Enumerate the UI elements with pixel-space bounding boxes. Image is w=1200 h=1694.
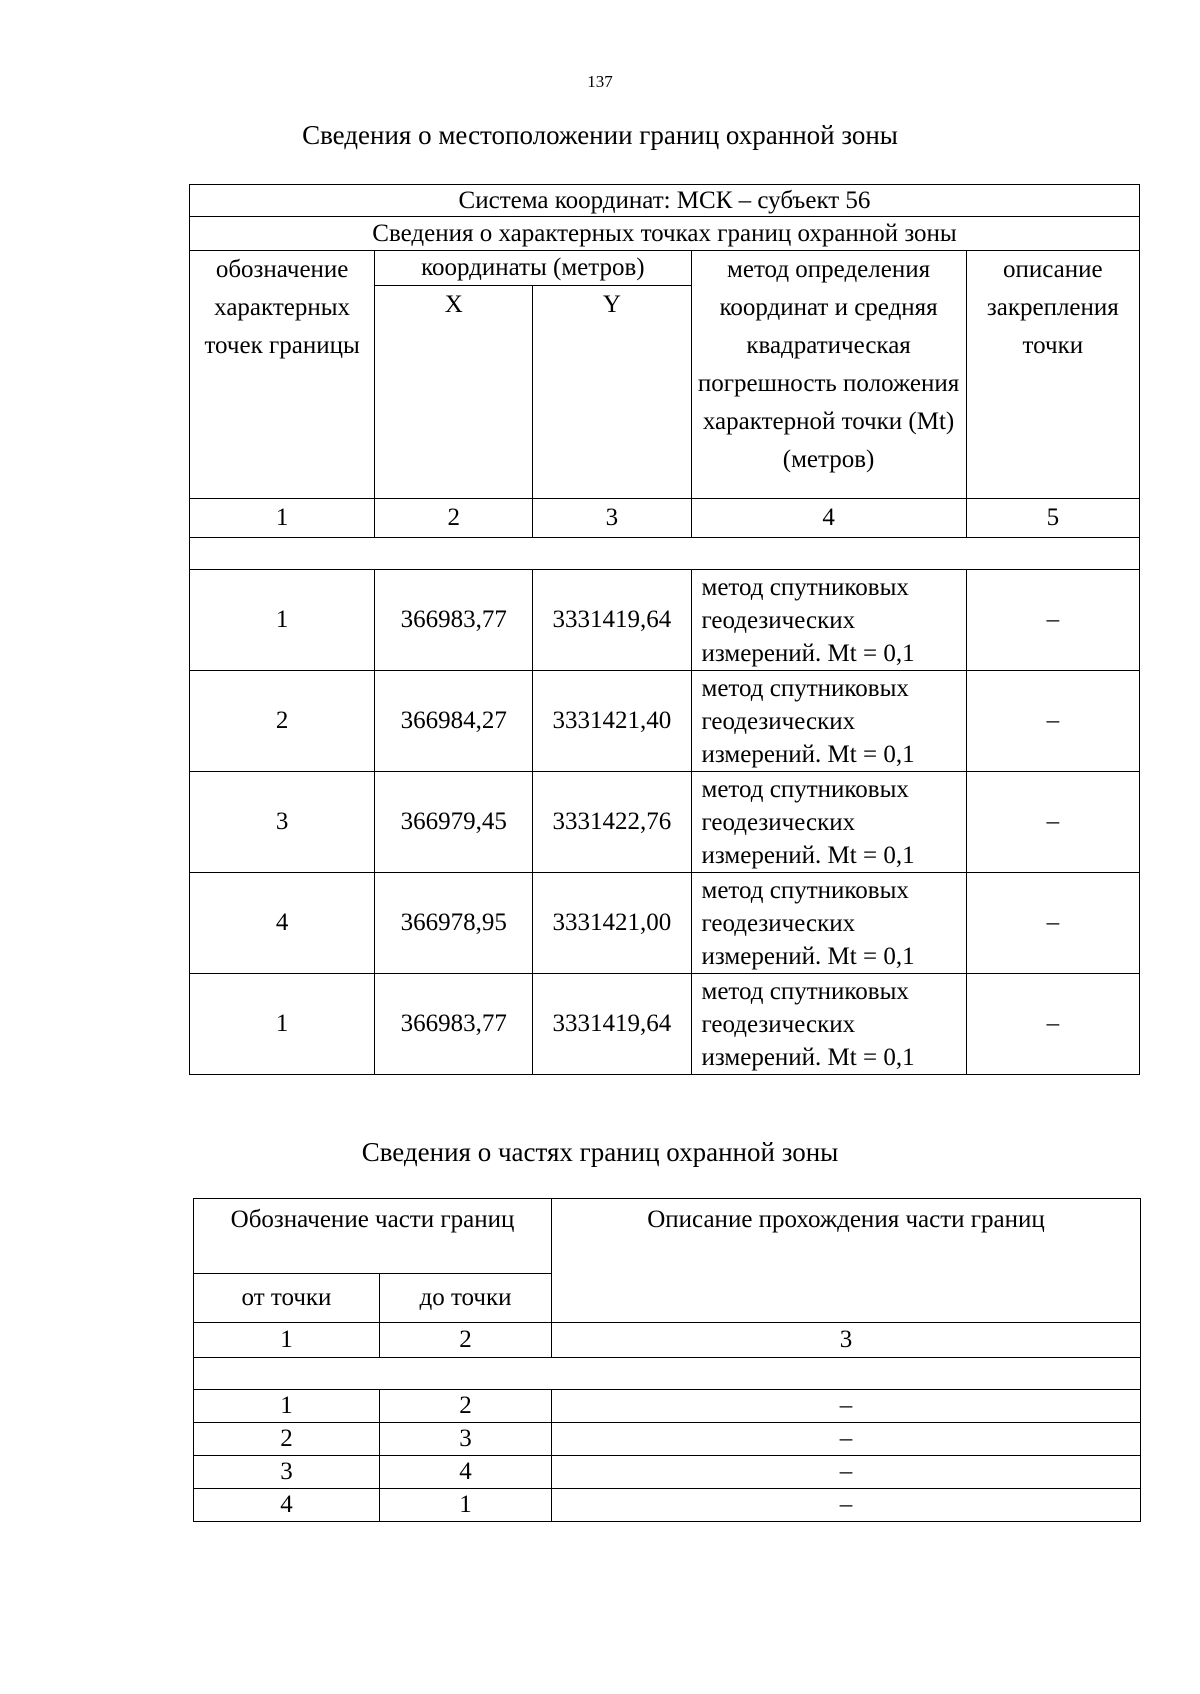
empty-row <box>194 1358 1141 1390</box>
point-cell: 4 <box>190 873 375 974</box>
points-table <box>189 184 1140 1075</box>
header-y: Y <box>533 286 691 499</box>
page-title: Сведения о местоположении границ охранной зоны <box>302 120 898 150</box>
parts-table <box>193 1198 1141 1522</box>
header-designation: обозначение характерных точек границы <box>190 251 375 499</box>
description-cell: – <box>966 570 1139 671</box>
index-cell: 1 <box>190 499 375 538</box>
header-x: X <box>375 286 533 499</box>
table-row <box>190 873 1140 974</box>
coord-system-cell: Система координат: МСК – субъект 56 <box>190 185 1140 217</box>
table-row <box>194 1456 1141 1489</box>
x-cell: 366983,77 <box>375 570 533 671</box>
index-cell: 3 <box>552 1323 1141 1358</box>
header-coordinates: координаты (метров) <box>375 251 691 286</box>
y-cell: 3331419,64 <box>533 570 691 671</box>
header-to: до точки <box>380 1274 552 1323</box>
description-cell: – <box>552 1423 1141 1456</box>
x-cell: 366979,45 <box>375 772 533 873</box>
y-cell: 3331419,64 <box>533 974 691 1075</box>
header-description: Описание прохождения части границ <box>552 1199 1141 1323</box>
from-cell: 3 <box>194 1456 380 1489</box>
index-cell: 4 <box>691 499 966 538</box>
x-cell: 366984,27 <box>375 671 533 772</box>
from-cell: 4 <box>194 1489 380 1522</box>
to-cell: 2 <box>380 1390 552 1423</box>
y-cell: 3331421,00 <box>533 873 691 974</box>
description-cell: – <box>966 974 1139 1075</box>
to-cell: 1 <box>380 1489 552 1522</box>
table-row <box>190 671 1140 772</box>
index-cell: 2 <box>380 1323 552 1358</box>
page-number: 137 <box>587 72 613 91</box>
header-method: метод определения координат и средняя квадратическая погрешность положения характерной точки (Mt) (метров) <box>691 251 966 499</box>
method-cell: метод спутниковых геодезических измерений. Mt = 0,1 <box>691 873 966 974</box>
description-cell: – <box>552 1456 1141 1489</box>
section-title: Сведения о частях границ охранной зоны <box>361 1137 839 1167</box>
method-cell: метод спутниковых геодезических измерений. Mt = 0,1 <box>691 974 966 1075</box>
description-cell: – <box>966 873 1139 974</box>
y-cell: 3331422,76 <box>533 772 691 873</box>
method-cell: метод спутниковых геодезических измерений. Mt = 0,1 <box>691 671 966 772</box>
table-row <box>194 1390 1141 1423</box>
y-cell: 3331421,40 <box>533 671 691 772</box>
point-cell: 3 <box>190 772 375 873</box>
method-cell: метод спутниковых геодезических измерений. Mt = 0,1 <box>691 772 966 873</box>
index-cell: 2 <box>375 499 533 538</box>
header-designation: Обозначение части границ <box>194 1199 552 1274</box>
x-cell: 366983,77 <box>375 974 533 1075</box>
table-row <box>194 1423 1141 1456</box>
method-cell: метод спутниковых геодезических измерений. Mt = 0,1 <box>691 570 966 671</box>
header-description: описание закрепления точки <box>966 251 1139 499</box>
point-cell: 1 <box>190 570 375 671</box>
table-row <box>190 570 1140 671</box>
header-from: от точки <box>194 1274 380 1323</box>
point-cell: 2 <box>190 671 375 772</box>
table-row <box>190 974 1140 1075</box>
x-cell: 366978,95 <box>375 873 533 974</box>
empty-row <box>190 538 1140 570</box>
from-cell: 1 <box>194 1390 380 1423</box>
index-cell: 5 <box>966 499 1139 538</box>
to-cell: 4 <box>380 1456 552 1489</box>
table-row <box>190 772 1140 873</box>
index-cell: 3 <box>533 499 691 538</box>
description-cell: – <box>552 1390 1141 1423</box>
description-cell: – <box>966 772 1139 873</box>
table-subtitle-cell: Сведения о характерных точках границ охранной зоны <box>190 217 1140 251</box>
point-cell: 1 <box>190 974 375 1075</box>
description-cell: – <box>552 1489 1141 1522</box>
to-cell: 3 <box>380 1423 552 1456</box>
table-row <box>194 1489 1141 1522</box>
from-cell: 2 <box>194 1423 380 1456</box>
index-cell: 1 <box>194 1323 380 1358</box>
description-cell: – <box>966 671 1139 772</box>
